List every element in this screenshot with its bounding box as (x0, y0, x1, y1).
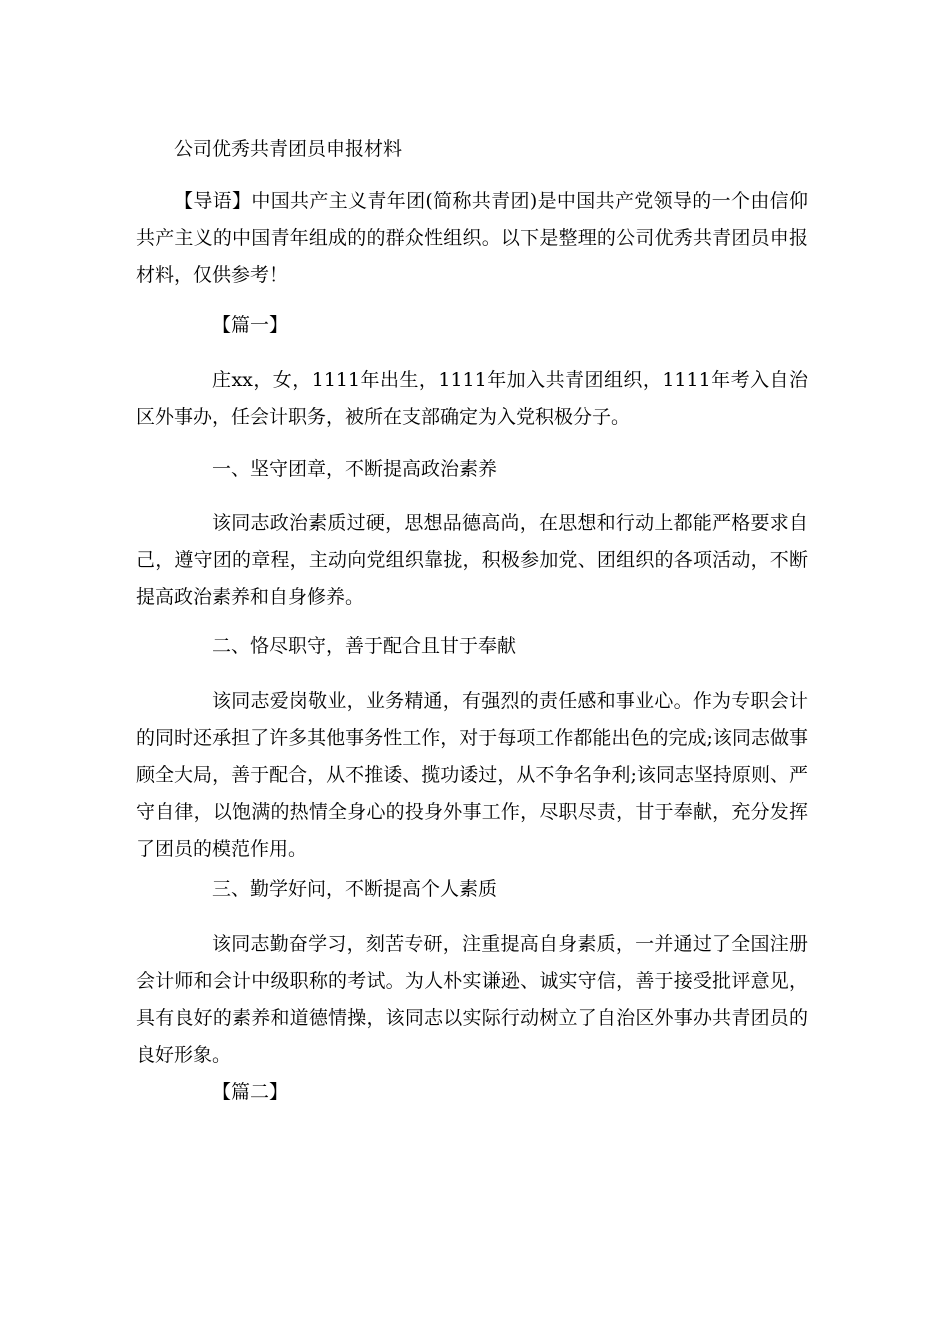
section-heading-2: 【篇二】 (212, 1081, 289, 1103)
document-title: 公司优秀共青团员申报材料 (174, 138, 403, 160)
intro-paragraph: 【导语】中国共产主义青年团(简称共青团)是中国共产党领导的一个由信仰共产主义的中国青年组成的的群众性组织。以下是整理的公司优秀共青团员申报材料，仅供参考！ (136, 190, 808, 286)
section-heading-1: 【篇一】 (212, 314, 289, 336)
profile-paragraph: 庄xx，女，1111年出生，1111年加入共青团组织，1111年考入自治区外事办，任会计职务，被所在支部确定为入党积极分子。 (136, 369, 808, 428)
point-3-heading: 三、勤学好问，不断提高个人素质 (212, 878, 498, 900)
point-1-heading: 一、坚守团章，不断提高政治素养 (212, 458, 498, 480)
point-2-heading: 二、恪尽职守，善于配合且甘于奉献 (212, 635, 517, 657)
point-2-body: 该同志爱岗敬业，业务精通，有强烈的责任感和事业心。作为专职会计的同时还承担了许多其他事务性工作，对于每项工作都能出色的完成;该同志做事顾全大局，善于配合，从不推诿、揽功诿过，从不争名争利;该同志坚持原则、严守自律，以饱满的热情全身心的投身外事工作，尽职尽责，甘于奉献，充分发挥了团员的模范作用。 (136, 690, 808, 860)
point-1-body: 该同志政治素质过硬，思想品德高尚，在思想和行动上都能严格要求自己，遵守团的章程，主动向党组织靠拢，积极参加党、团组织的各项活动，不断提高政治素养和自身修养。 (136, 512, 808, 608)
point-3-body: 该同志勤奋学习，刻苦专研，注重提高自身素质，一并通过了全国注册会计师和会计中级职称的考试。为人朴实谦逊、诚实守信，善于接受批评意见，具有良好的素养和道德情操，该同志以实际行动树立了自治区外事办共青团员的良好形象。 (136, 933, 808, 1066)
